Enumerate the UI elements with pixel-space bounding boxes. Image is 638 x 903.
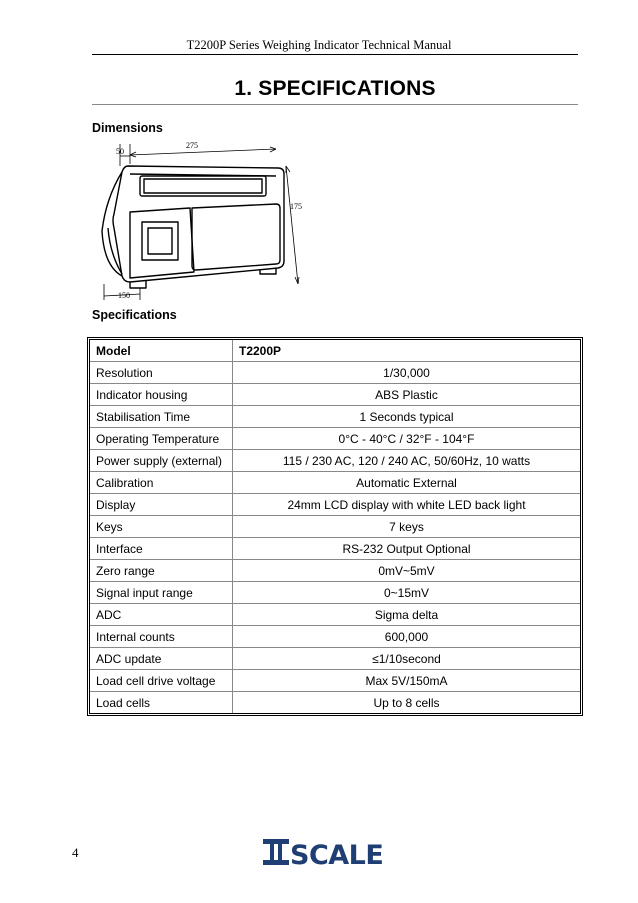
spec-value: ≤1/10second — [233, 648, 580, 670]
table-row — [90, 406, 580, 428]
spec-value: 0mV~5mV — [233, 560, 580, 582]
table-row — [90, 538, 580, 560]
dim-label-275: 275 — [186, 141, 198, 150]
table-row — [90, 670, 580, 692]
dim-label-50: 50 — [116, 147, 124, 156]
table-row — [90, 362, 580, 384]
header-rule — [92, 54, 578, 55]
dimensions-heading: Dimensions — [92, 121, 163, 135]
tscale-logo — [262, 835, 390, 869]
table-row — [90, 692, 580, 713]
table-row — [90, 450, 580, 472]
page-number: 4 — [72, 845, 79, 860]
table-row — [90, 648, 580, 670]
spec-value: Sigma delta — [233, 604, 580, 626]
spec-value: Up to 8 cells — [373, 695, 440, 710]
spec-value: 1 Seconds typical — [233, 406, 580, 428]
title-rule — [92, 104, 578, 105]
spec-value: 115 / 230 AC, 120 / 240 AC, 50/60Hz, 10 watts — [233, 450, 580, 472]
table-header-row — [90, 340, 580, 362]
spec-value: 24mm LCD display with white LED back light — [233, 494, 580, 516]
spec-label: Load cell drive voltage — [90, 670, 233, 692]
spec-label: Indicator housing — [90, 384, 233, 406]
spec-label: Stabilisation Time — [90, 406, 233, 428]
header-cell-value: T2200P — [233, 340, 580, 362]
spec-label: ADC — [90, 604, 233, 626]
spec-value: Automatic External — [233, 472, 580, 494]
spec-label: Zero range — [90, 560, 233, 582]
table-row — [90, 384, 580, 406]
spec-value: ABS Plastic — [233, 384, 580, 406]
spec-label: Interface — [90, 538, 233, 560]
spec-value: 0~15mV — [233, 582, 580, 604]
spec-label: Display — [90, 494, 233, 516]
section-title: 1. SPECIFICATIONS — [234, 77, 436, 100]
spec-value: 600,000 — [233, 626, 580, 648]
specifications-table — [89, 339, 581, 714]
dimensions-drawing — [100, 136, 320, 304]
spec-label: Calibration — [90, 472, 233, 494]
table-row — [90, 626, 580, 648]
running-header: T2200P Series Weighing Indicator Technical Manual — [186, 38, 452, 52]
table-row — [90, 428, 580, 450]
spec-label: Load cells — [90, 692, 233, 713]
spec-label: Operating Temperature — [90, 428, 233, 450]
spec-value: RS-232 Output Optional — [233, 538, 580, 560]
table-row — [90, 582, 580, 604]
header-cell-model: Model — [90, 340, 233, 362]
spec-label: Keys — [90, 516, 233, 538]
spec-label: Signal input range — [90, 582, 233, 604]
table-row — [90, 516, 580, 538]
spec-value: 7 keys — [233, 516, 580, 538]
spec-value: 1/30,000 — [233, 362, 580, 384]
table-row — [90, 472, 580, 494]
table-row — [90, 494, 580, 516]
spec-label: Resolution — [90, 362, 233, 384]
dim-label-150: 150 — [118, 291, 130, 300]
spec-label: ADC update — [90, 648, 233, 670]
svg-text:SCALE: SCALE — [290, 840, 384, 869]
table-row — [90, 604, 580, 626]
table-row — [90, 560, 580, 582]
spec-value: Max 5V/150mA — [233, 670, 580, 692]
specifications-heading: Specifications — [92, 308, 177, 322]
spec-label: Internal counts — [90, 626, 233, 648]
spec-value: 0°C - 40°C / 32°F - 104°F — [233, 428, 580, 450]
dim-label-175: 175 — [290, 202, 302, 211]
spec-label: Power supply (external) — [90, 450, 233, 472]
